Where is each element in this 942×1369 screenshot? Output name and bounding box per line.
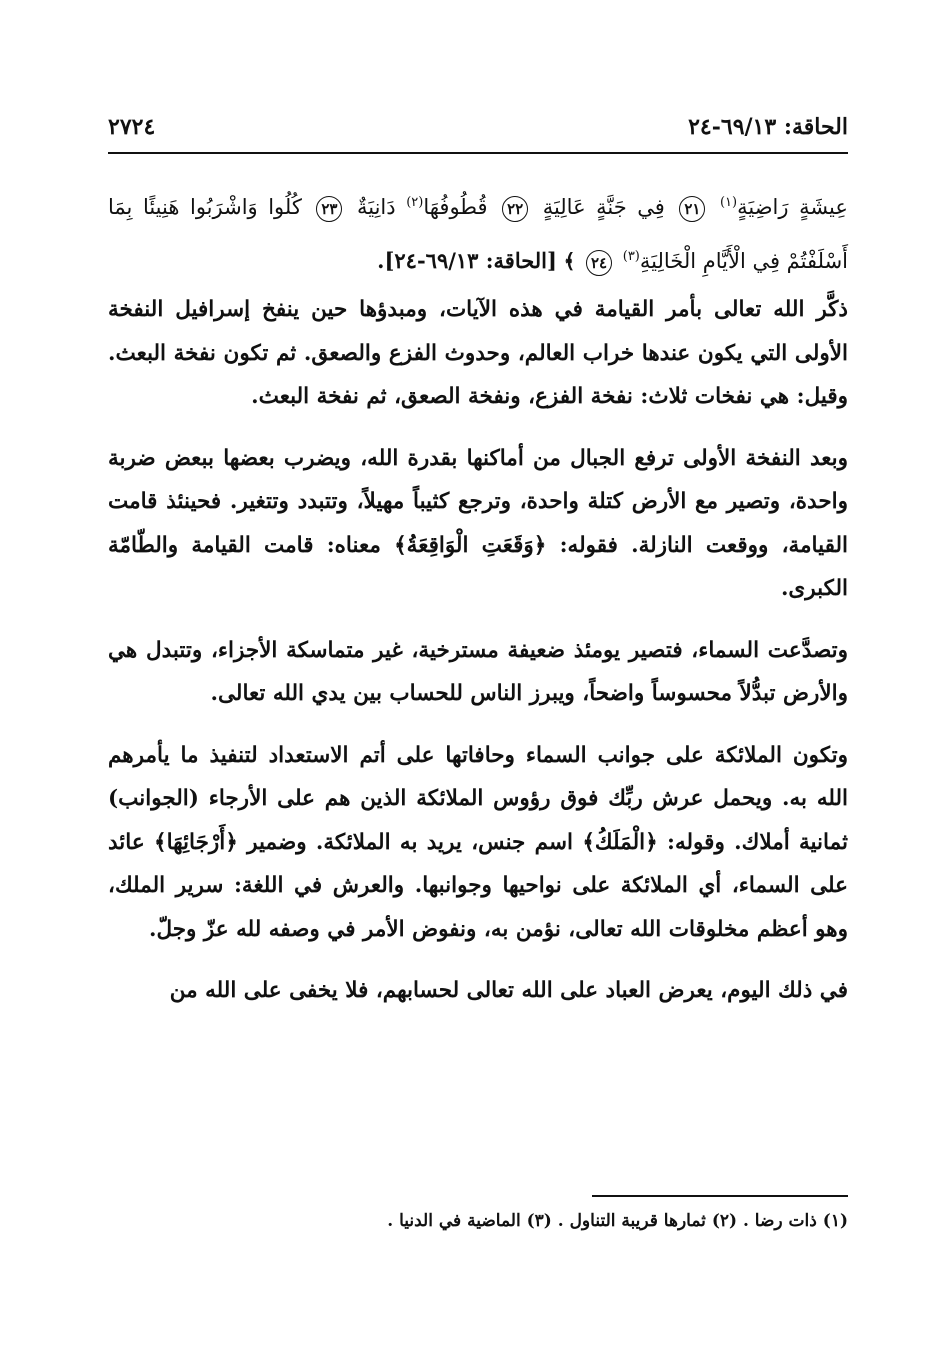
footnotes: (١) ذات رضا . (٢) ثمارها قريبة التناول . (٣) الماضية في الدنيا . [387,1211,848,1231]
footnote-ref-2: (٢) [406,195,424,210]
verse-text-1: عِيشَةٍ رَاضِيَةٍ [737,195,848,219]
quran-verse-block [108,178,848,286]
footnote-ref-3: (٣) [622,249,640,264]
verse-number-marker: ٢٢ [502,196,528,222]
verse-number-marker: ٢٣ [316,196,342,222]
header-title: الحاقة: ٦٩/١٣-٢٤ [688,114,848,140]
footnote-ref-1: (١) [719,195,738,210]
verse-text-2: فِي جَنَّةٍ عَالِيَةٍ [542,195,665,219]
verse-number-marker: ٢٤ [586,250,612,276]
verse-number-marker: ٢١ [679,196,705,222]
verse-close-brace: ﴾ [563,249,576,273]
paragraph: وبعد النفخة الأولى ترفع الجبال من أماكنها بقدرة الله، ويضرب بعضها ببعض ضربة واحدة، وتصير مع الأرض كتلة واحدة، وترجع كثيباً مهيلاً، وتتبدد وتتغير. فحينئذ قامت القيامة، ووقعت النازلة. فقوله: ﴿وَقَعَتِ الْوَاقِعَةُ﴾ معناه: قامت القيامة والطّامّة الكبرى. [108,445,848,601]
verse-text-4: دَانِيَةٌ [356,195,396,219]
commentary-body [108,288,848,1031]
verse-text-3: قُطُوفُهَا [423,195,488,219]
page-header [108,108,848,154]
paragraph: في ذلك اليوم، يعرض العباد على الله تعالى لحسابهم، فلا يخفى على الله من [169,978,848,1003]
paragraph: وتكون الملائكة على جوانب السماء وحافاتها على أتم الاستعداد لتنفيذ ما يأمرهم الله به. ويحمل عرش ربِّك فوق رؤوس الملائكة الذين هم على الأرجاء (الجوانب) ثمانية أملاك. وقوله: ﴿الْمَلَكُ﴾ اسم جنس، يريد به الملائكة. وضمير ﴿أَرْجَائِهَا﴾ عائد على السماء، أي الملائكة على نواحيها وجوانبها. والعرش في اللغة: سرير الملك، وهو أعظم مخلوقات الله تعالى، نؤمن به، ونفوض الأمر في وصفه لله عزّ وجلّ. [108,742,848,942]
verse-text-5: كُلُوا وَاشْرَبُوا هَنِيئًا بِمَا أَسْلَفْتُمْ فِي الْأَيَّامِ الْخَالِيَةِ [108,195,848,273]
page-number: ٢٧٢٤ [108,114,156,140]
paragraph: ذكَّر الله تعالى بأمر القيامة في هذه الآيات، ومبدؤها حين ينفخ إسرافيل النفخة الأولى التي يكون عندها خراب العالم، وحدوث الفزع والصعق. ثم تكون نفخة البعث. وقيل: هي نفخات ثلاث: نفخة الفزع، ونفخة الصعق، ثم نفخة البعث. [108,297,848,409]
paragraph: وتصدَّعت السماء، فتصير يومئذ ضعيفة مسترخية، غير متماسكة الأجزاء، وتتبدل هي والأرض تبدُّلاً محسوساً واضحاً، ويبرز الناس للحساب بين يدي الله تعالى. [108,637,848,706]
footnote-divider [592,1195,848,1197]
verse-reference: [الحاقة: ٦٩/١٣-٢٤]. [377,248,557,273]
